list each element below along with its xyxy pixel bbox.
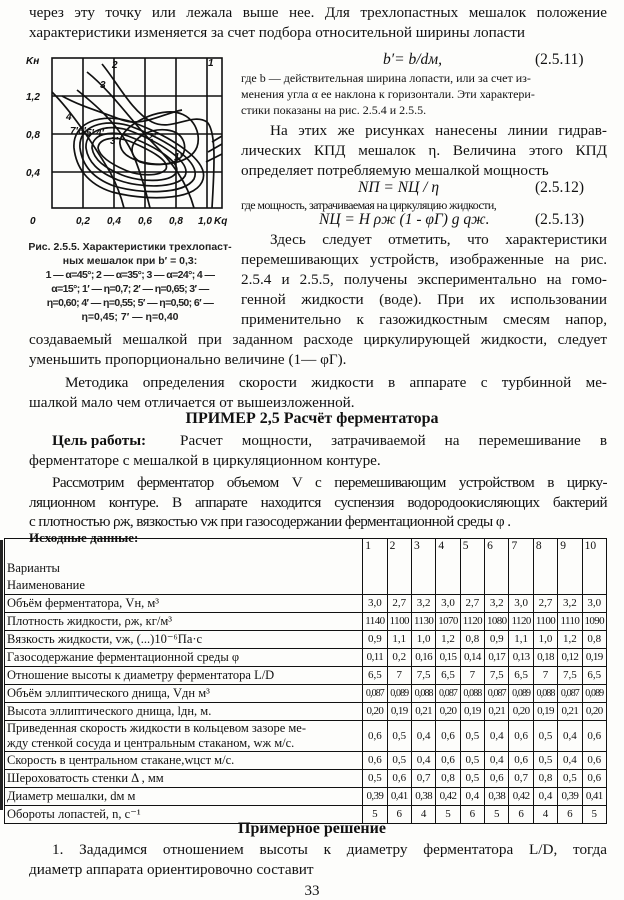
value-cell: 0,6 [363,721,387,752]
value-cell: 1110 [558,613,582,631]
value-cell: 0,39 [558,788,582,806]
curve-label: 2 [112,60,118,71]
value-cell: 0,5 [533,752,557,770]
value-cell: 7,5 [558,667,582,685]
row-name-text: Плотность жидкости, ρж, кг/м³ [7,614,172,628]
solution-title: Примерное решение [238,820,386,837]
text-line: Рассмотрим ферментатор объемом V с перемешивающим устройством в цирку- [52,474,607,491]
value-cell: 0,13 [509,649,533,667]
curve-label: 2′ [148,132,156,143]
value-cell: 3,2 [558,595,582,613]
row-name [5,752,363,770]
value-cell: 0,7 [411,770,435,788]
value-cell: 0,19 [387,703,411,721]
value-cell: 6 [509,806,533,824]
value-cell: 0,4 [485,721,509,752]
caption-line: 1 — α=45°; 2 — α=35°; 3 — α=24°; 4 — [45,269,215,281]
table-row [5,685,607,703]
row-name-text: Скорость в центральном стакане,wцст м/с. [7,753,235,767]
table-row [5,752,607,770]
value-cell: 0,087 [558,685,582,703]
value-cell: 0,16 [411,649,435,667]
row-name [5,667,363,685]
row-name [5,649,363,667]
curve-label: 3 [100,80,106,91]
value-cell: 5 [363,806,387,824]
example-title: ПРИМЕР 2,5 Расчёт ферментатора [185,410,439,427]
text-line: лических КПД мешалок η. Величина этого КПД [241,142,607,159]
value-cell: 0,6 [436,721,460,752]
x-tick: 0,4 [107,216,121,227]
text-line: ляционном контуре. В аппарате находится суспензия водородоокисляющих бактерий [29,494,607,511]
value-cell: 0,6 [582,770,606,788]
header-name: Наименование [7,578,85,592]
table-row [5,649,607,667]
table-row [5,595,607,613]
table-header-row [5,539,607,595]
y-tick: 0,4 [26,168,40,179]
value-cell: 0,6 [363,752,387,770]
x-tick: 0,8 [169,216,183,227]
row-name [5,721,363,752]
variant-number: 8 [533,539,557,595]
row-name-text: Приведенная скорость жидкости в кольцевом зазоре ме- [7,721,307,735]
variant-number: 1 [363,539,387,595]
y-tick: 0,8 [26,130,40,141]
value-cell: 1,1 [387,631,411,649]
header-cell [5,539,363,595]
value-cell: 0,8 [533,770,557,788]
value-cell: 0,088 [533,685,557,703]
value-cell: 0,20 [509,703,533,721]
curve-label: 1′ [174,152,182,163]
value-cell: 0,39 [363,788,387,806]
row-name-text: Вязкость жидкости, vж, (...)10⁻⁶Па·с [7,632,203,646]
value-cell: 5 [485,806,509,824]
value-cell: 1140 [363,613,387,631]
chart-graph [22,52,234,232]
value-cell: 0,4 [411,721,435,752]
value-cell: 6,5 [582,667,606,685]
value-cell: 0,089 [582,685,606,703]
row-name-text: Диаметр мешалки, dм м [7,789,136,803]
text-line: характеристики изменяется за счет подбора относительной ширины лопасти [29,24,526,41]
initial-data-label: Исходные данные: [29,530,139,545]
value-cell: 0,11 [363,649,387,667]
value-cell: 1100 [533,613,557,631]
value-cell: 6 [387,806,411,824]
curve-label: 4 [66,112,72,123]
value-cell: 0,38 [411,788,435,806]
value-cell: 0,20 [363,703,387,721]
value-cell: 0,38 [485,788,509,806]
text-line: диаметр аппарата ориентировочно составит [29,861,314,878]
value-cell: 0,4 [485,752,509,770]
value-cell: 0,17 [485,649,509,667]
text-line: где b — действительная ширина лопасти, или за счет из- [241,71,531,85]
text-line: Методика определения скорости жидкости в аппарате с турбинной ме- [65,374,607,391]
value-cell: 1,1 [509,631,533,649]
value-cell: 6 [558,806,582,824]
value-cell: 7 [387,667,411,685]
y-axis-label: Kн [26,56,40,67]
equation-2-5-13: NЦ = H ρж (1 - φГ) g qж. [319,211,490,228]
value-cell: 0,088 [411,685,435,703]
value-cell: 0,21 [558,703,582,721]
row-name-text: жду стенкой сосуда и центральным стаканом, wж м/с. [7,736,295,750]
header-variants: Варианты [7,561,60,575]
value-cell: 7 [460,667,484,685]
value-cell: 0,19 [460,703,484,721]
equation-2-5-12: NП = NЦ / η [358,179,440,196]
value-cell: 0,089 [509,685,533,703]
value-cell: 0,8 [582,631,606,649]
curve-label: 5′ [86,128,94,139]
value-cell: 1090 [582,613,606,631]
text-line: создаваемый мешалкой при заданном расходе циркулирующей жидкости, следует [29,331,607,348]
text-line: генной жидкости (воде). При их использовании [241,291,607,308]
value-cell: 5 [582,806,606,824]
value-cell: 0,20 [436,703,460,721]
value-cell: 6,5 [436,667,460,685]
value-cell: 2,7 [387,595,411,613]
x-axis-label: Kq [214,216,228,227]
value-cell: 0,20 [582,703,606,721]
value-cell: 3,0 [582,595,606,613]
x-tick: 0,2 [76,216,90,227]
value-cell: 1120 [509,613,533,631]
value-cell: 6,5 [363,667,387,685]
row-name-text: Высота эллиптического днища, lдн, м. [7,704,212,718]
y-tick: 1,2 [26,92,40,103]
text-line: 2.5.4 и 2.5.5, получены экспериментально на гомо- [241,271,607,288]
value-cell: 0,6 [387,770,411,788]
value-cell: 0,8 [436,770,460,788]
value-cell: 0,087 [363,685,387,703]
row-name-text: Шероховатость стенки Δ , мм [7,771,164,785]
value-cell: 0,6 [582,721,606,752]
value-cell: 3,0 [363,595,387,613]
curve-label: 3′ [110,136,118,147]
row-name [5,770,363,788]
value-cell: 0,14 [460,649,484,667]
value-cell: 0,6 [582,752,606,770]
value-cell: 0,41 [582,788,606,806]
value-cell: 0,087 [436,685,460,703]
value-cell: 4 [411,806,435,824]
value-cell: 3,0 [436,595,460,613]
value-cell: 3,2 [411,595,435,613]
text-line: ферментаторе с мешалкой в циркуляционном контуре. [29,452,381,469]
value-cell: 0,087 [485,685,509,703]
row-name [5,788,363,806]
initial-data-table [4,538,607,824]
figure-caption [22,240,238,324]
row-name-text: Обороты лопастей, n, c⁻¹ [7,807,141,821]
value-cell: 0,9 [363,631,387,649]
row-name [5,703,363,721]
equation-number: (2.5.12) [535,179,585,196]
x-tick: 1,0 [198,216,212,227]
value-cell: 5 [436,806,460,824]
curve-label: 1 [208,58,214,69]
scan-edge [0,540,3,810]
value-cell: 0,088 [460,685,484,703]
table-row [5,770,607,788]
caption-line: η=0,45; 7′ — η=0,40 [81,311,179,323]
table-row [5,721,607,752]
value-cell: 0,7 [509,770,533,788]
text-line: Расчет мощности, затрачиваемой на перемешивание в [180,432,607,449]
x-tick: 0,6 [138,216,152,227]
value-cell: 0,18 [533,649,557,667]
row-name-text: Газосодержание ферментационной среды φ [7,650,240,664]
value-cell: 6 [460,806,484,824]
value-cell: 0,5 [387,721,411,752]
caption-line: Рис. 2.5.5. Характеристики трехлопаст- [28,241,232,253]
value-cell: 0,15 [436,649,460,667]
value-cell: 1070 [436,613,460,631]
value-cell: 0,5 [460,770,484,788]
goal-label: Цель работы: [52,432,147,449]
table-row [5,613,607,631]
value-cell: 0,21 [485,703,509,721]
text-line: через эту точку или лежала выше нее. Для трехлопастных мешалок положение [29,4,607,21]
row-name-text: Отношение высоты к диаметру ферментатора L/D [7,668,275,682]
text-line: применительно к газожидкостным смесям напор, [241,311,607,328]
value-cell: 7 [533,667,557,685]
value-cell: 0,4 [460,788,484,806]
value-cell: 4 [533,806,557,824]
value-cell: 7,5 [485,667,509,685]
x-tick: 0 [30,216,36,227]
figure-characteristics [22,52,234,232]
variant-number: 9 [558,539,582,595]
table-row [5,788,607,806]
value-cell: 1,2 [436,631,460,649]
table-row [5,667,607,685]
value-cell: 7,5 [411,667,435,685]
value-cell: 0,42 [436,788,460,806]
text-line: На этих же рисунках нанесены линии гидрав- [270,122,607,139]
row-name [5,685,363,703]
value-cell: 0,6 [509,752,533,770]
caption-line: ных мешалок при b′ = 0,3: [62,255,198,267]
value-cell: 1100 [387,613,411,631]
value-cell: 1,2 [558,631,582,649]
value-cell: 0,5 [460,721,484,752]
value-cell: 3,0 [509,595,533,613]
hatch [206,136,222,162]
row-name-text: Объём ферментатора, Vн, м³ [7,596,160,610]
row-name [5,631,363,649]
caption-line: η=0,60; 4′ — η=0,55; 5′ — η=0,50; 6′ — [46,297,214,309]
caption-line: α=15°; 1′ — η=0,7; 2′ — η=0,65; 3′ — [51,283,209,295]
value-cell: 1120 [460,613,484,631]
text-line: Здесь следует отметить, что характеристики [270,231,607,248]
value-cell: 0,5 [363,770,387,788]
value-cell: 0,4 [558,752,582,770]
text-line: перемешивающих устройств, изображенные на рис. [241,251,607,268]
variant-number: 3 [411,539,435,595]
value-cell: 1,0 [411,631,435,649]
value-cell: 0,19 [533,703,557,721]
value-cell: 2,7 [533,595,557,613]
value-cell: 0,9 [485,631,509,649]
value-cell: 1,0 [533,631,557,649]
value-cell: 0,8 [460,631,484,649]
variant-number: 4 [436,539,460,595]
value-cell: 2,7 [460,595,484,613]
value-cell: 6,5 [509,667,533,685]
value-cell: 0,42 [509,788,533,806]
text-line: где мощность, затрачиваемая на циркуляцию жидкости, [241,198,497,212]
value-cell: 3,2 [485,595,509,613]
variant-number: 2 [387,539,411,595]
equation-2-5-11: b′= b/dм, [383,51,443,68]
page-number: 33 [304,883,320,899]
table-row [5,631,607,649]
curve-label: 6′ [78,126,86,137]
curve-label: 7′ [70,126,78,137]
value-cell: 0,4 [411,752,435,770]
value-cell: 0,6 [436,752,460,770]
equation-number: (2.5.11) [535,51,584,68]
value-cell: 0,12 [558,649,582,667]
table-row [5,703,607,721]
curve-label: 4′ [96,128,104,139]
value-cell: 0,5 [460,752,484,770]
row-name [5,595,363,613]
value-cell: 0,41 [387,788,411,806]
value-cell: 0,089 [387,685,411,703]
value-cell: 0,5 [558,770,582,788]
value-cell: 0,5 [387,752,411,770]
value-cell: 0,4 [533,788,557,806]
variant-number: 10 [582,539,606,595]
value-cell: 0,4 [558,721,582,752]
text-line: уменьшить пропорционально величине (1— φГ). [29,351,347,368]
value-cell: 1130 [411,613,435,631]
text-line: стики показаны на рис. 2.5.4 и 2.5.5. [241,103,427,117]
text-line: 1. Зададимся отношением высоты к диаметру ферментатора L/D, тогда [52,841,607,858]
text-line: менения угла α ее наклона к горизонтали. Эти характери- [241,87,535,101]
value-cell: 0,21 [411,703,435,721]
text-line: определяет потребляемую мешалкой мощность [241,162,549,179]
value-cell: 0,6 [509,721,533,752]
equation-number: (2.5.13) [535,211,585,228]
value-cell: 0,19 [582,649,606,667]
value-cell: 0,5 [533,721,557,752]
text-line: шалкой мало чем отличается от вышеизложенной. [29,394,355,411]
variant-number: 5 [460,539,484,595]
row-name-text: Объём эллиптического днища, Vдн м³ [7,686,210,700]
value-cell: 0,6 [485,770,509,788]
text-line: с плотностью ρж, вязкостью vж при газосодержании ферментационной среды φ . [29,513,511,530]
value-cell: 0,2 [387,649,411,667]
variant-number: 7 [509,539,533,595]
row-name [5,613,363,631]
variant-number: 6 [485,539,509,595]
value-cell: 1080 [485,613,509,631]
